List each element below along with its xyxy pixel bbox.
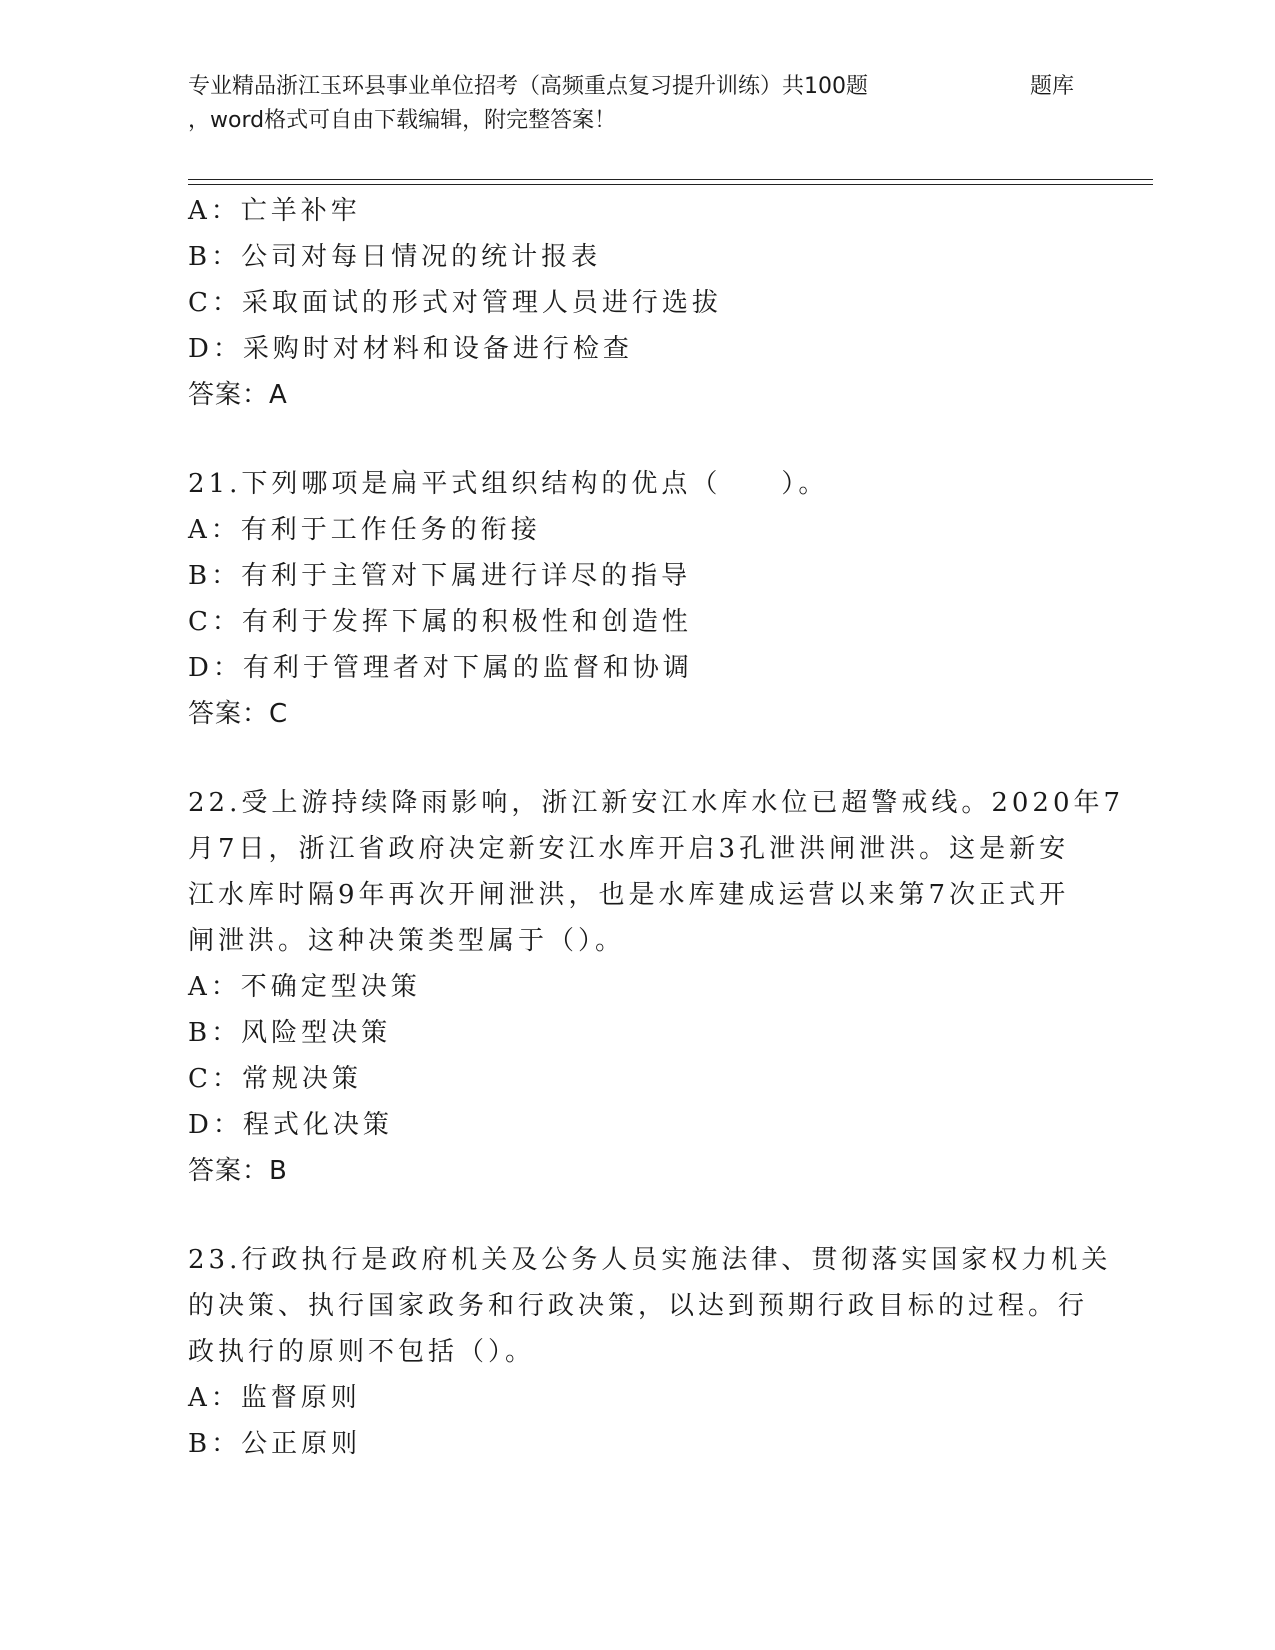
option-b: B：公正原则 (188, 1429, 362, 1459)
header-divider-top (188, 179, 1153, 180)
option-c: C：有利于发挥下属的积极性和创造性 (188, 607, 692, 637)
question-text-line-3: 政执行的原则不包括（）。 (188, 1337, 536, 1367)
question-text-line-2: 的决策、执行国家政务和行政决策，以达到预期行政目标的过程。行 (188, 1291, 1089, 1321)
option-a: A：不确定型决策 (188, 972, 421, 1002)
question-text-line-3: 江水库时隔9年再次开闸泄洪，也是水库建成运营以来第7次正式开 (188, 880, 1070, 910)
option-a: A：亡羊补牢 (188, 196, 361, 226)
prev-question-block (188, 188, 1088, 418)
header-divider-bottom (188, 184, 1153, 185)
question-text-line-1: 23.行政执行是政府机关及公务人员实施法律、贯彻落实国家权力机关 (188, 1245, 1112, 1275)
question-content (188, 188, 1125, 1467)
answer-line: 答案：C (188, 699, 289, 729)
answer-line: 答案：A (188, 380, 288, 410)
question-text-line-4: 闸泄洪。这种决策类型属于（）。 (188, 926, 626, 956)
page-header (188, 70, 1088, 138)
header-line-2: ，word格式可自由下载编辑，附完整答案！ (188, 108, 617, 133)
option-a: A：有利于工作任务的衔接 (188, 515, 541, 545)
option-d: D：程式化决策 (188, 1110, 393, 1140)
question-21-block (188, 461, 1088, 737)
header-title: 专业精品浙江玉环县事业单位招考（高频重点复习提升训练）共100题 (188, 74, 868, 99)
option-b: B：风险型决策 (188, 1018, 392, 1048)
option-d: D：有利于管理者对下属的监督和协调 (188, 653, 693, 683)
answer-line: 答案：B (188, 1156, 288, 1186)
header-line-1 (188, 70, 1088, 104)
header-title-suffix: 题库 (1030, 74, 1075, 99)
option-b: B：公司对每日情况的统计报表 (188, 242, 602, 272)
question-22-block (188, 780, 1125, 1194)
option-a: A：监督原则 (188, 1383, 361, 1413)
question-text: 21.下列哪项是扁平式组织结构的优点（ ）。 (188, 469, 829, 499)
option-c: C：采取面试的形式对管理人员进行选拔 (188, 288, 722, 318)
question-23-block (188, 1237, 1112, 1467)
option-d: D：采购时对材料和设备进行检查 (188, 334, 633, 364)
option-c: C：常规决策 (188, 1064, 362, 1094)
question-text-line-1: 22.受上游持续降雨影响，浙江新安江水库水位已超警戒线。2020年7 (188, 788, 1125, 818)
option-b: B：有利于主管对下属进行详尽的指导 (188, 561, 692, 591)
question-text-line-2: 月7日，浙江省政府决定新安江水库开启3孔泄洪闸泄洪。这是新安 (188, 834, 1070, 864)
